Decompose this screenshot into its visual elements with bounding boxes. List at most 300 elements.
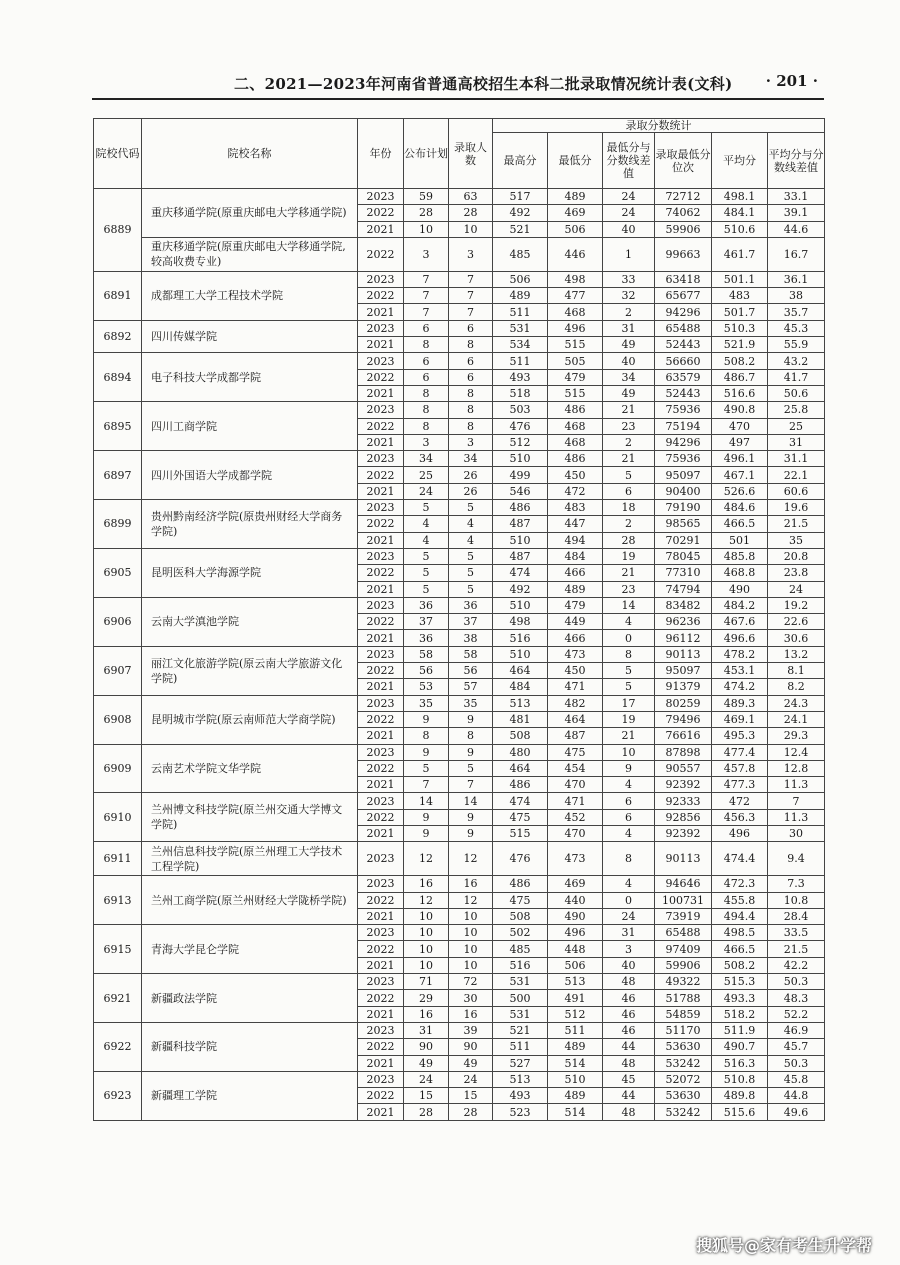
table-cell: 1	[603, 237, 655, 271]
table-cell: 31	[603, 320, 655, 336]
table-cell: 498.5	[712, 925, 768, 941]
table-cell: 23	[603, 581, 655, 597]
table-cell: 22.1	[768, 467, 825, 483]
table-cell: 49	[603, 337, 655, 353]
table-cell: 6	[603, 793, 655, 809]
table-cell: 26	[449, 467, 493, 483]
table-cell: 23.8	[768, 565, 825, 581]
table-cell: 14	[404, 793, 449, 809]
table-cell: 468.8	[712, 565, 768, 581]
table-cell: 59	[404, 189, 449, 205]
table-cell: 10	[603, 744, 655, 760]
table-row	[94, 189, 825, 205]
table-cell: 12	[404, 892, 449, 908]
table-cell: 499	[493, 467, 548, 483]
table-cell: 469	[548, 876, 603, 892]
school-code: 6922	[94, 1022, 142, 1071]
table-cell: 466.5	[712, 941, 768, 957]
table-cell: 497	[712, 434, 768, 450]
table-row	[94, 500, 825, 516]
table-cell: 40	[603, 957, 655, 973]
table-cell: 2023	[358, 189, 404, 205]
table-row	[94, 271, 825, 287]
school-name: 昆明城市学院(原云南师范大学商学院)	[142, 695, 358, 744]
table-cell: 513	[493, 1071, 548, 1087]
table-cell: 500	[493, 990, 548, 1006]
table-cell: 23	[603, 418, 655, 434]
table-cell: 470	[548, 825, 603, 841]
table-cell: 6	[449, 353, 493, 369]
school-code: 6911	[94, 842, 142, 876]
table-cell: 487	[493, 548, 548, 564]
table-cell: 79496	[655, 711, 712, 727]
table-cell: 2022	[358, 892, 404, 908]
table-cell: 510	[493, 646, 548, 662]
table-cell: 2022	[358, 663, 404, 679]
school-code: 6910	[94, 793, 142, 842]
table-cell: 2021	[358, 221, 404, 237]
table-cell: 50.3	[768, 1055, 825, 1071]
table-cell: 52072	[655, 1071, 712, 1087]
table-cell: 516.3	[712, 1055, 768, 1071]
table-cell: 16.7	[768, 237, 825, 271]
table-cell: 489	[548, 1088, 603, 1104]
table-cell: 94296	[655, 434, 712, 450]
table-cell: 94646	[655, 876, 712, 892]
table-cell: 2022	[358, 760, 404, 776]
table-cell: 510.6	[712, 221, 768, 237]
table-row	[94, 402, 825, 418]
table-cell: 468	[548, 434, 603, 450]
table-cell: 484.1	[712, 205, 768, 221]
table-cell: 10	[404, 925, 449, 941]
table-cell: 35	[404, 695, 449, 711]
table-cell: 6	[603, 483, 655, 499]
table-cell: 54859	[655, 1006, 712, 1022]
school-name: 丽江文化旅游学院(原云南大学旅游文化学院)	[142, 646, 358, 695]
school-code: 6923	[94, 1071, 142, 1120]
table-cell: 484	[548, 548, 603, 564]
table-cell: 3	[404, 237, 449, 271]
table-cell: 506	[493, 271, 548, 287]
table-cell: 515	[493, 825, 548, 841]
table-cell: 39	[449, 1022, 493, 1038]
table-cell: 2023	[358, 646, 404, 662]
table-cell: 494.4	[712, 908, 768, 924]
table-cell: 4	[404, 516, 449, 532]
table-cell: 2023	[358, 876, 404, 892]
table-cell: 6	[603, 809, 655, 825]
table-cell: 468	[548, 418, 603, 434]
table-cell: 506	[548, 957, 603, 973]
school-name: 成都理工大学工程技术学院	[142, 271, 358, 320]
table-cell: 466	[548, 565, 603, 581]
table-cell: 2022	[358, 288, 404, 304]
table-cell: 5	[603, 663, 655, 679]
table-cell: 4	[404, 532, 449, 548]
table-cell: 52443	[655, 385, 712, 401]
table-cell: 475	[493, 892, 548, 908]
table-cell: 10	[449, 941, 493, 957]
table-cell: 4	[449, 532, 493, 548]
table-cell: 60.6	[768, 483, 825, 499]
table-cell: 10	[449, 925, 493, 941]
table-cell: 24	[768, 581, 825, 597]
section-title: 二、2021—2023年河南省普通高校招生本科二批录取情况统计表(文科)	[234, 75, 733, 93]
table-cell: 10	[449, 221, 493, 237]
table-cell: 5	[404, 548, 449, 564]
table-cell: 493.3	[712, 990, 768, 1006]
table-row	[94, 451, 825, 467]
table-cell: 31	[768, 434, 825, 450]
school-code: 6892	[94, 320, 142, 353]
table-cell: 63	[449, 189, 493, 205]
table-cell: 12	[404, 842, 449, 876]
header-admitted: 录取人数	[449, 119, 493, 189]
table-cell: 7.3	[768, 876, 825, 892]
table-cell: 55.9	[768, 337, 825, 353]
table-cell: 521	[493, 221, 548, 237]
table-cell: 511	[493, 353, 548, 369]
table-cell: 9	[449, 809, 493, 825]
table-cell: 10	[449, 908, 493, 924]
table-cell: 72712	[655, 189, 712, 205]
table-cell: 490.7	[712, 1039, 768, 1055]
table-cell: 2023	[358, 320, 404, 336]
table-cell: 40	[603, 353, 655, 369]
table-cell: 7	[404, 271, 449, 287]
header-plan: 公布计划	[404, 119, 449, 189]
table-cell: 6	[449, 369, 493, 385]
table-cell: 2022	[358, 614, 404, 630]
table-cell: 65677	[655, 288, 712, 304]
table-cell: 469	[548, 205, 603, 221]
table-cell: 79190	[655, 500, 712, 516]
table-cell: 38	[449, 630, 493, 646]
table-cell: 474	[493, 793, 548, 809]
table-cell: 2023	[358, 793, 404, 809]
table-cell: 506	[548, 221, 603, 237]
table-cell: 516	[493, 957, 548, 973]
table-cell: 63418	[655, 271, 712, 287]
table-cell: 52.2	[768, 1006, 825, 1022]
table-cell: 8.1	[768, 663, 825, 679]
table-cell: 2023	[358, 1022, 404, 1038]
table-cell: 12	[449, 892, 493, 908]
table-cell: 53242	[655, 1104, 712, 1120]
table-cell: 24	[404, 1071, 449, 1087]
table-cell: 501.7	[712, 304, 768, 320]
table-cell: 48	[603, 1104, 655, 1120]
table-cell: 24	[603, 205, 655, 221]
school-name: 青海大学昆仑学院	[142, 925, 358, 974]
table-cell: 523	[493, 1104, 548, 1120]
school-name: 云南大学滇池学院	[142, 597, 358, 646]
table-cell: 2022	[358, 1088, 404, 1104]
table-cell: 44	[603, 1088, 655, 1104]
header-avg-diff: 平均分与分数线差值	[768, 133, 825, 189]
table-cell: 475	[493, 809, 548, 825]
table-cell: 502	[493, 925, 548, 941]
table-cell: 8	[404, 385, 449, 401]
table-cell: 2021	[358, 630, 404, 646]
table-row	[94, 925, 825, 941]
table-cell: 56660	[655, 353, 712, 369]
table-cell: 2	[603, 516, 655, 532]
table-cell: 447	[548, 516, 603, 532]
table-cell: 21	[603, 565, 655, 581]
table-cell: 49	[449, 1055, 493, 1071]
table-cell: 503	[493, 402, 548, 418]
table-cell: 496.6	[712, 630, 768, 646]
table-cell: 4	[603, 876, 655, 892]
table-cell: 454	[548, 760, 603, 776]
table-cell: 461.7	[712, 237, 768, 271]
table-cell: 476	[493, 842, 548, 876]
table-cell: 15	[449, 1088, 493, 1104]
table-cell: 30	[449, 990, 493, 1006]
table-cell: 514	[548, 1055, 603, 1071]
table-cell: 474.2	[712, 679, 768, 695]
table-cell: 2023	[358, 925, 404, 941]
table-cell: 75936	[655, 451, 712, 467]
table-cell: 21.5	[768, 516, 825, 532]
table-cell: 16	[404, 876, 449, 892]
table-row	[94, 974, 825, 990]
table-cell: 2023	[358, 744, 404, 760]
school-name: 新疆政法学院	[142, 974, 358, 1023]
table-cell: 4	[603, 614, 655, 630]
table-cell: 5	[603, 679, 655, 695]
table-cell: 2022	[358, 990, 404, 1006]
table-cell: 477	[548, 288, 603, 304]
table-cell: 455.8	[712, 892, 768, 908]
table-cell: 73919	[655, 908, 712, 924]
table-cell: 471	[548, 679, 603, 695]
table-cell: 440	[548, 892, 603, 908]
table-cell: 8	[404, 728, 449, 744]
table-cell: 8	[449, 402, 493, 418]
table-cell: 7	[449, 271, 493, 287]
table-cell: 100731	[655, 892, 712, 908]
table-cell: 65488	[655, 925, 712, 941]
table-cell: 485	[493, 941, 548, 957]
table-cell: 24	[603, 908, 655, 924]
table-cell: 2022	[358, 516, 404, 532]
table-cell: 466.5	[712, 516, 768, 532]
table-cell: 46	[603, 1022, 655, 1038]
table-cell: 4	[603, 777, 655, 793]
table-cell: 46	[603, 1006, 655, 1022]
table-cell: 39.1	[768, 205, 825, 221]
table-cell: 21.5	[768, 941, 825, 957]
table-cell: 449	[548, 614, 603, 630]
table-cell: 2023	[358, 353, 404, 369]
table-cell: 452	[548, 809, 603, 825]
header-min: 最低分	[548, 133, 603, 189]
table-cell: 486	[493, 500, 548, 516]
school-code: 6897	[94, 451, 142, 500]
table-cell: 30.6	[768, 630, 825, 646]
table-cell: 474.4	[712, 842, 768, 876]
table-cell: 2022	[358, 711, 404, 727]
table-cell: 33.5	[768, 925, 825, 941]
table-cell: 6	[404, 320, 449, 336]
table-cell: 53242	[655, 1055, 712, 1071]
table-cell: 487	[548, 728, 603, 744]
table-cell: 10.8	[768, 892, 825, 908]
table-cell: 2023	[358, 402, 404, 418]
table-cell: 446	[548, 237, 603, 271]
table-cell: 511	[493, 304, 548, 320]
table-cell: 48	[603, 1055, 655, 1071]
table-cell: 3	[603, 941, 655, 957]
table-cell: 75936	[655, 402, 712, 418]
table-cell: 4	[449, 516, 493, 532]
table-cell: 10	[404, 941, 449, 957]
table-cell: 496	[548, 925, 603, 941]
table-cell: 456.3	[712, 809, 768, 825]
table-row	[94, 793, 825, 809]
table-cell: 489	[548, 1039, 603, 1055]
table-cell: 2023	[358, 500, 404, 516]
table-cell: 490	[712, 581, 768, 597]
table-cell: 24	[603, 189, 655, 205]
school-name: 四川工商学院	[142, 402, 358, 451]
school-code: 6906	[94, 597, 142, 646]
table-cell: 37	[449, 614, 493, 630]
table-cell: 49322	[655, 974, 712, 990]
table-row	[94, 1071, 825, 1087]
table-cell: 546	[493, 483, 548, 499]
table-cell: 99663	[655, 237, 712, 271]
table-cell: 9	[404, 744, 449, 760]
table-cell: 46.9	[768, 1022, 825, 1038]
table-cell: 96236	[655, 614, 712, 630]
table-cell: 16	[404, 1006, 449, 1022]
table-cell: 28	[603, 532, 655, 548]
table-cell: 2	[603, 434, 655, 450]
table-cell: 8	[449, 385, 493, 401]
table-cell: 467.6	[712, 614, 768, 630]
table-cell: 450	[548, 467, 603, 483]
table-cell: 483	[712, 288, 768, 304]
table-cell: 21	[603, 451, 655, 467]
table-cell: 2023	[358, 271, 404, 287]
school-name: 贵州黔南经济学院(原贵州财经大学商务学院)	[142, 500, 358, 549]
table-cell: 496.1	[712, 451, 768, 467]
table-cell: 35	[449, 695, 493, 711]
table-cell: 12	[449, 842, 493, 876]
table-cell: 2021	[358, 581, 404, 597]
table-cell: 496	[712, 825, 768, 841]
table-cell: 36.1	[768, 271, 825, 287]
table-cell: 466	[548, 630, 603, 646]
table-cell: 90557	[655, 760, 712, 776]
table-cell: 49	[404, 1055, 449, 1071]
table-cell: 515.3	[712, 974, 768, 990]
school-code: 6895	[94, 402, 142, 451]
table-cell: 9.4	[768, 842, 825, 876]
table-cell: 0	[603, 630, 655, 646]
table-cell: 2022	[358, 205, 404, 221]
table-cell: 28.4	[768, 908, 825, 924]
table-cell: 92392	[655, 777, 712, 793]
table-cell: 14	[449, 793, 493, 809]
table-cell: 18	[603, 500, 655, 516]
table-cell: 486	[548, 451, 603, 467]
table-row	[94, 744, 825, 760]
table-cell: 517	[493, 189, 548, 205]
table-cell: 8	[603, 646, 655, 662]
table-cell: 91379	[655, 679, 712, 695]
table-cell: 493	[493, 1088, 548, 1104]
table-cell: 75194	[655, 418, 712, 434]
table-cell: 513	[493, 695, 548, 711]
table-cell: 492	[493, 205, 548, 221]
table-cell: 2023	[358, 1071, 404, 1087]
table-cell: 513	[548, 974, 603, 990]
table-cell: 33.1	[768, 189, 825, 205]
table-cell: 34	[449, 451, 493, 467]
table-cell: 508	[493, 728, 548, 744]
table-cell: 59906	[655, 221, 712, 237]
table-cell: 3	[449, 237, 493, 271]
page-header	[92, 66, 824, 100]
table-cell: 28	[404, 1104, 449, 1120]
table-cell: 486.7	[712, 369, 768, 385]
page-number: · 201 ·	[765, 72, 818, 90]
table-cell: 512	[493, 434, 548, 450]
table-cell: 2022	[358, 369, 404, 385]
table-cell: 16	[449, 876, 493, 892]
table-cell: 9	[449, 744, 493, 760]
table-cell: 2022	[358, 1039, 404, 1055]
table-cell: 50.3	[768, 974, 825, 990]
table-cell: 52443	[655, 337, 712, 353]
table-cell: 71	[404, 974, 449, 990]
table-cell: 498	[548, 271, 603, 287]
table-cell: 508.2	[712, 353, 768, 369]
header-code: 院校代码	[94, 119, 142, 189]
table-cell: 51788	[655, 990, 712, 1006]
table-row	[94, 842, 825, 876]
table-cell: 53630	[655, 1039, 712, 1055]
table-row	[94, 646, 825, 662]
table-cell: 477.3	[712, 777, 768, 793]
table-cell: 2021	[358, 679, 404, 695]
table-cell: 508	[493, 908, 548, 924]
table-row	[94, 876, 825, 892]
table-cell: 45.7	[768, 1039, 825, 1055]
table-cell: 95097	[655, 467, 712, 483]
table-cell: 2022	[358, 418, 404, 434]
table-cell: 17	[603, 695, 655, 711]
table-cell: 7	[404, 304, 449, 320]
table-cell: 508.2	[712, 957, 768, 973]
table-cell: 484.6	[712, 500, 768, 516]
table-cell: 34	[603, 369, 655, 385]
table-cell: 516.6	[712, 385, 768, 401]
table-cell: 58	[449, 646, 493, 662]
table-cell: 483	[548, 500, 603, 516]
table-cell: 2023	[358, 695, 404, 711]
table-cell: 489.8	[712, 1088, 768, 1104]
table-cell: 5	[603, 467, 655, 483]
table-cell: 490.8	[712, 402, 768, 418]
table-cell: 19	[603, 548, 655, 564]
table-cell: 467.1	[712, 467, 768, 483]
